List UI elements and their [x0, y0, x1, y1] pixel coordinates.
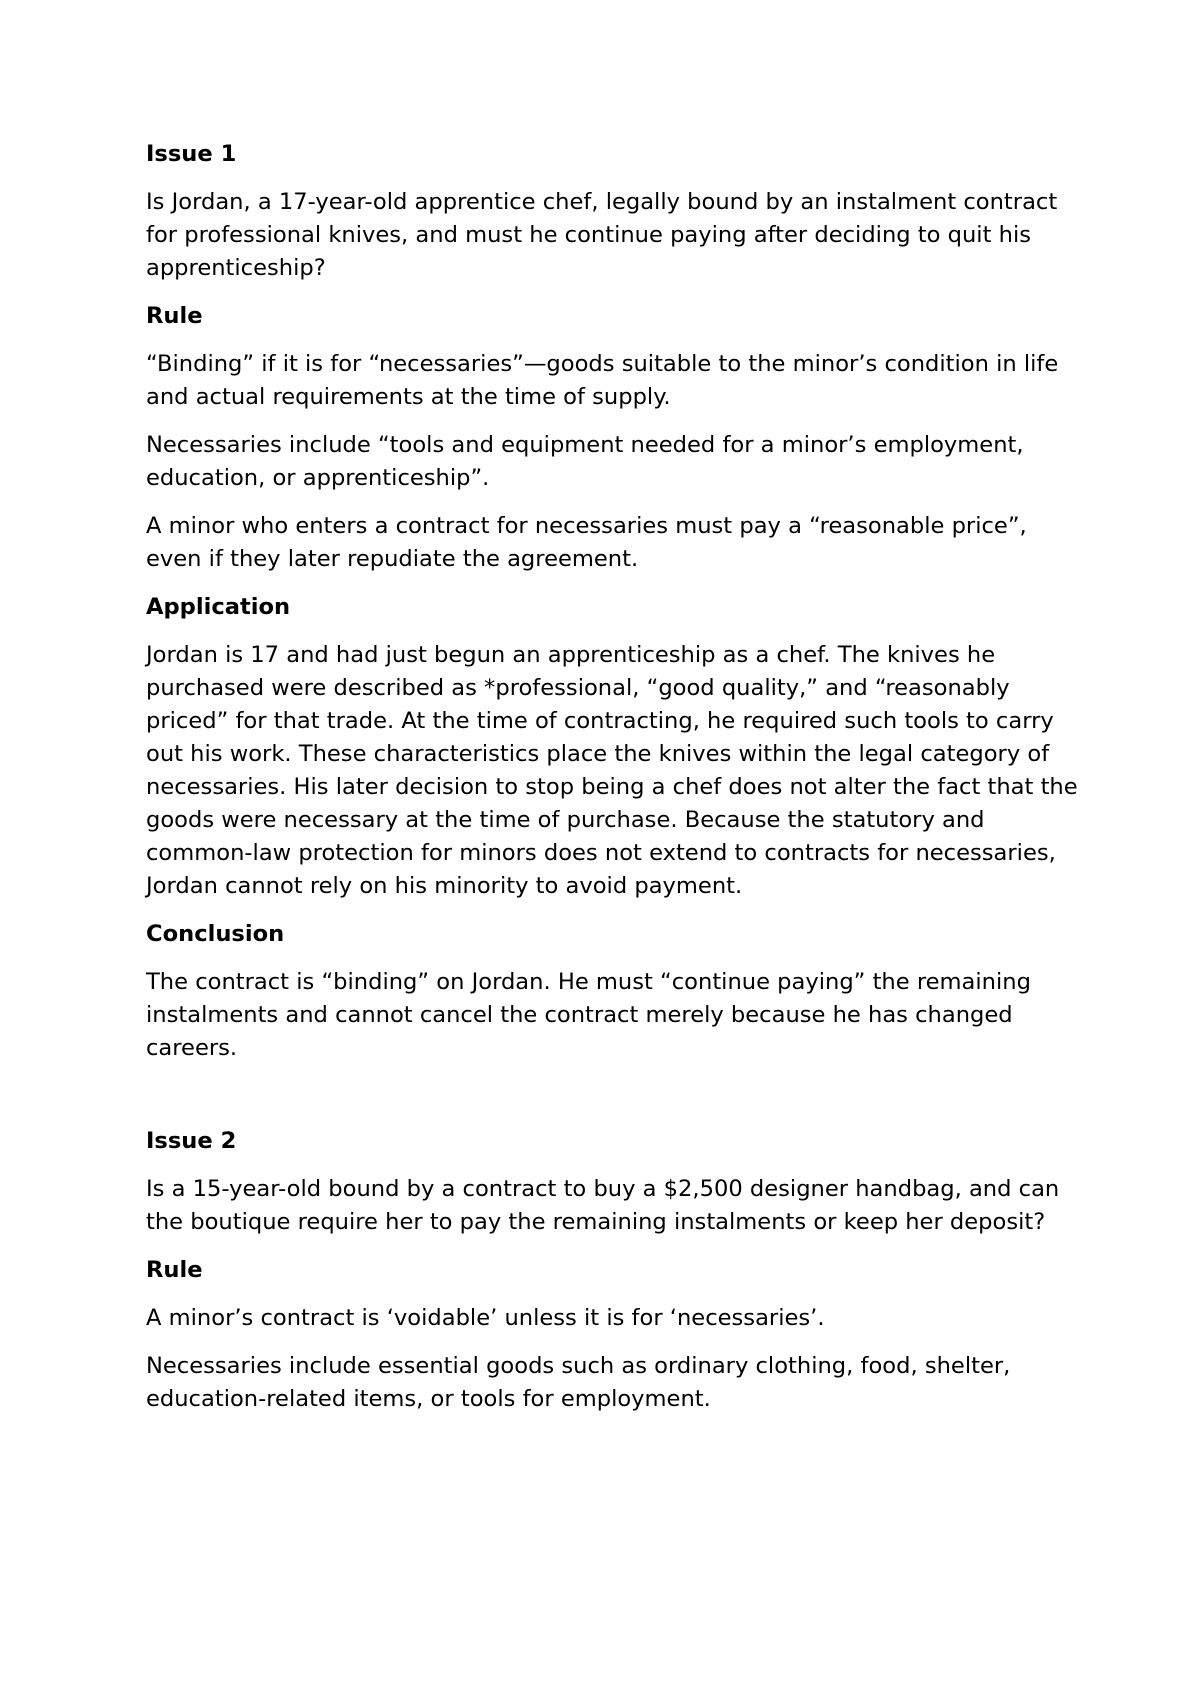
issue-1-question: Is Jordan, a 17-year-old apprentice chef, legally bound by an instalment contract for professional knives, and must he continue paying after deciding to quit his apprenticeship? [146, 189, 1058, 281]
issue-2-section [146, 1125, 1086, 1416]
issue-2-rule-paragraph: Necessaries include essential goods such as ordinary clothing, food, shelter, education-related items, or tools for employment. [146, 1353, 1011, 1412]
issue-1-application-text: Jordan is 17 and had just begun an apprenticeship as a chef. The knives he purchased were described as *professional, “good quality,” and “reasonably priced” for that trade. At the time of contracting, he required such tools to carry out his work. These characteristics place the knives within the legal category of necessaries. His later decision to stop being a chef does not alter the fact that the goods were necessary at the time of purchase. Because the statutory and common-law protection for minors does not extend to contracts for necessaries, Jordan cannot rely on his minority to avoid payment. [146, 642, 1078, 899]
issue-2-rule-paragraph: A minor’s contract is ‘voidable’ unless it is for ‘necessaries’. [146, 1305, 825, 1331]
issue-2-question: Is a 15-year-old bound by a contract to buy a $2,500 designer handbag, and can the boutique require her to pay the remaining instalments or keep her deposit? [146, 1176, 1060, 1235]
issue-1-rule-paragraph: A minor who enters a contract for necessaries must pay a “reasonable price”, even if they later repudiate the agreement. [146, 513, 1027, 572]
issue-1-rule-heading: Rule [146, 303, 203, 329]
issue-1-rule-paragraph: Necessaries include “tools and equipment needed for a minor’s employment, education, or apprenticeship”. [146, 432, 1024, 491]
issue-1-conclusion-text: The contract is “binding” on Jordan. He must “continue paying” the remaining instalments and cannot cancel the contract merely because he has changed careers. [146, 969, 1031, 1061]
issue-1-section [146, 138, 1086, 1065]
section-spacer [146, 1080, 1086, 1125]
issue-2-heading: Issue 2 [146, 1128, 237, 1154]
issue-1-application-heading: Application [146, 594, 291, 620]
document-page [146, 138, 1086, 1431]
issue-1-conclusion-heading: Conclusion [146, 921, 285, 947]
issue-2-rule-heading: Rule [146, 1257, 203, 1283]
issue-1-rule-paragraph: “Binding” if it is for “necessaries”—goods suitable to the minor’s condition in life and actual requirements at the time of supply. [146, 351, 1059, 410]
issue-1-heading: Issue 1 [146, 141, 237, 167]
